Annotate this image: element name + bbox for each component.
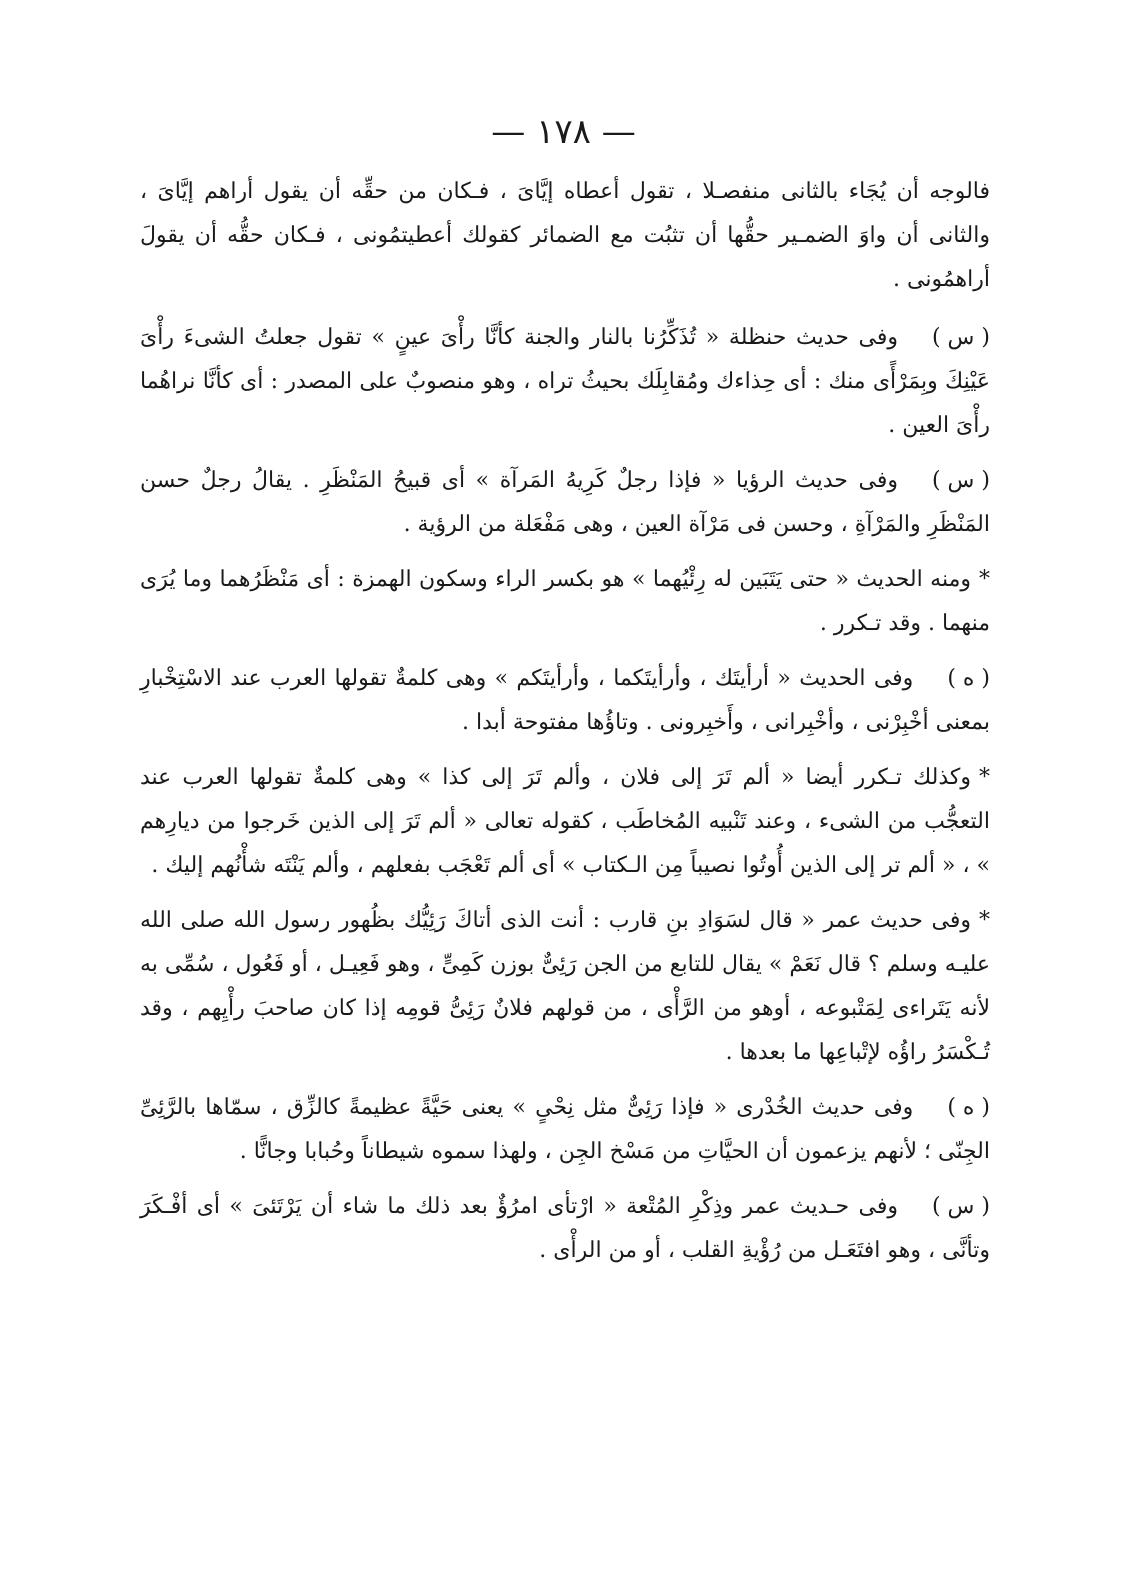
paragraph (140, 1185, 990, 1273)
entry-marker: ( س ) (931, 1194, 990, 1219)
paragraph-text: وفى حديث الرؤيا « فإذا رجلٌ كَرِيهُ المَرآة » أى قبيحُ المَنْظَرِ . يقالُ رجلٌ حسن المَنْظَرِ والمَرْآةِ ، وحسن فى مَرْآة العين ، وهى مَفْعَلة من الرؤية . (140, 468, 990, 537)
paragraph (140, 170, 990, 302)
paragraph (140, 558, 990, 646)
entry-marker: ( ه ) (947, 666, 990, 691)
paragraph-text: فالوجه أن يُجَاء بالثانى منفصـلا ، تقول أعطاه إيَّاىَ ، فـكان من حقِّه أن يقول أراهم إيَّاىَ ، والثانى أن واوَ الضمـير حقُّها أن تثبُت مع الضمائر كقولك أعطيتمُونى ، فـكان حقُّه أن يقولَ أراهمُونى . (140, 179, 990, 292)
paragraph (140, 899, 990, 1075)
paragraph-text: ومنه الحديث « حتى يَتَبَين له رِئْيُهما » هو بكسر الراء وسكون الهمزة : أى مَنْظَرُهما وما يُرَى منهما . وقد تـكرر . (140, 567, 990, 636)
paragraph (140, 756, 990, 888)
paragraph-text: وفى حديث حنظلة « تُذَكِّرُنا بالنار والجنة كأنَّا رأْىَ عينٍ » تقول جعلتُ الشىءَ رأْىَ عَيْنِكَ وبِمَرْأًى منك : أى حِذاءك ومُقابِلَك بحيثُ تراه ، وهو منصوبٌ على المصدر : أى كأنَّا نراهُما رأْىَ العين . (140, 325, 990, 438)
page-number: — ١٧٨ — (491, 112, 636, 152)
paragraph-text: وفى حـديث عمر وذِكْرِ المُتْعة « ارْتأى امرُؤٌ بعد ذلك ما شاء أن يَرْتَئىَ » أى أفْـكَرَ وتأنَّى ، وهو افتَعَـل من رُؤْيةِ القلب ، أو من الرأْى . (140, 1194, 990, 1263)
paragraph (140, 1086, 990, 1174)
star-marker: * (979, 908, 990, 933)
paragraph (140, 657, 990, 745)
paragraph-text: وفى حديث عمر « قال لسَوَادِ بنِ قارب : أنت الذى أتاكَ رَئِيُّك بظُهور رسول الله صلى الله عليـه وسلم ؟ قال نَعَمْ » يقال للتابع من الجن رَئِىٌّ بوزن كَمِىٍّ ، وهو فَعِيـل ، أو فَعُول ، سُمِّى به لأنه يَتَراءى لِمَتْبوعه ، أوهو من الرَّأْى ، من قولهم فلانٌ رَئِىُّ قومِه إذا كان صاحبَ رأْيِهم ، وقد تُـكْسَرُ راؤُه لإتْباعِها ما بعدها . (140, 908, 990, 1065)
star-marker: * (979, 765, 990, 790)
paragraph-text: وفى حديث الخُدْرى « فإذا رَئِىٌّ مثل نِحْىٍ » يعنى حَيَّةً عظيمةً كالزِّق ، سمّاها بالرَّئِىِّ الجِنّى ؛ لأنهم يزعمون أن الحيَّاتِ من مَسْخ الجِن ، ولهذا سموه شيطاناً وحُبابا وجانًّا . (140, 1095, 990, 1164)
entry-marker: ( س ) (931, 468, 990, 493)
paragraph (140, 459, 990, 547)
paragraph-text: وفى الحديث « أرأيتَك ، وأرأيتَكما ، وأرأيتَكم » وهى كلمةٌ تقولها العرب عند الاسْتِخْبارِ بمعنى أخْبِرْنى ، وأخْبِرانى ، وأَخبِرونى . وتاؤُها مفتوحة أبدا . (140, 666, 990, 735)
text-body (140, 170, 990, 1284)
entry-marker: ( ه ) (947, 1095, 990, 1120)
paragraph-text: وكذلك تـكرر أيضا « ألم تَرَ إلى فلان ، وألم تَرَ إلى كذا » وهى كلمةٌ تقولها العرب عند التعجُّب من الشىء ، وعند تَنْبيه المُخاطَب ، كقوله تعالى « ألم تَرَ إلى الذين خَرجوا من ديارِهم » ، « ألم تر إلى الذين أُوتُوا نصيباً مِن الـكتاب » أى ألم تَعْجَب بفعلهم ، وألم يَنْتَه شأْنُهم إليك . (140, 765, 990, 878)
entry-marker: ( س ) (931, 325, 990, 350)
star-marker: * (979, 567, 990, 592)
paragraph (140, 316, 990, 448)
